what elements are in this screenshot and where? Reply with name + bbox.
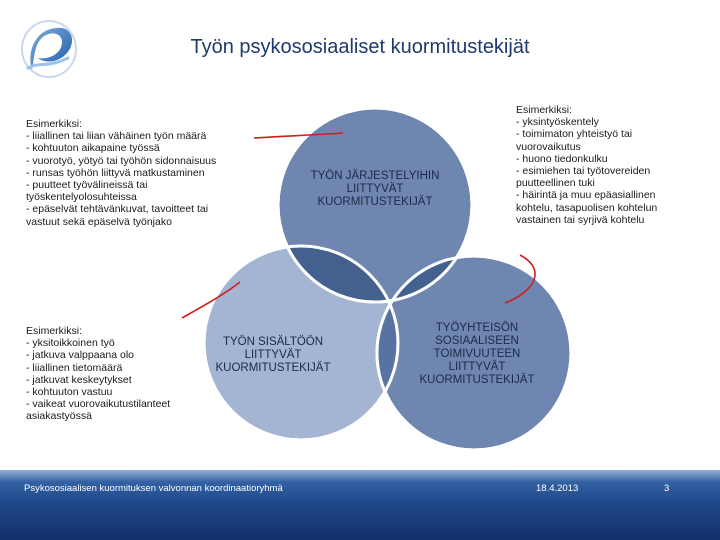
footer-bar bbox=[0, 470, 720, 540]
examples-note-top-left: Esimerkiksi: - liiallinen tai liian vähäinen työn määrä - kohtuuton aikapaine työssä - vuorotyö, yötyö tai työhön sidonnaisuus - runsas työhön liittyvä matkustaminen - puutteet työvälineissä tai työskentelyolosuhteissa - epäselvät tehtävänkuvat, tavoitteet tai vastuut sekä epäselvä työnjako bbox=[26, 118, 217, 228]
footer-date: 18.4.2013 bbox=[536, 483, 579, 494]
footer-page-number: 3 bbox=[664, 483, 670, 494]
venn-label-left: TYÖN SISÄLTÖÖN LIITTYVÄT KUORMITUSTEKIJÄT bbox=[215, 336, 331, 374]
examples-note-bottom-left: Esimerkiksi: - yksitoikkoinen työ - jatkuva valppaana olo - liiallinen tietomäärä - jatkuvat keskeytykset - kohtuuton vastuu - vaikeat vuorovaikutustilanteet asiakastyössä bbox=[26, 325, 171, 423]
footer-organization: Psykososiaalisen kuormituksen valvonnan koordinaatioryhmä bbox=[24, 483, 283, 494]
venn-label-top: TYÖN JÄRJESTELYIHIN LIITTYVÄT KUORMITUSTEKIJÄT bbox=[310, 170, 440, 208]
venn-label-right: TYÖYHTEISÖN SOSIAALISEEN TOIMIVUUTEEN LIITTYVÄT KUORMITUSTEKIJÄT bbox=[419, 322, 535, 386]
examples-note-top-right: Esimerkiksi: - yksintyöskentely - toimimaton yhteistyö tai vuorovaikutus - huono tiedonkulku - esimiehen tai työtovereiden puutteellinen tuki - häirintä ja muu epäasiallinen kohtelu, tasapuolisen kohtelun vastainen tai syrjivä kohtelu bbox=[516, 104, 658, 226]
page-title: Työn psykososiaaliset kuormitustekijät bbox=[190, 36, 530, 58]
